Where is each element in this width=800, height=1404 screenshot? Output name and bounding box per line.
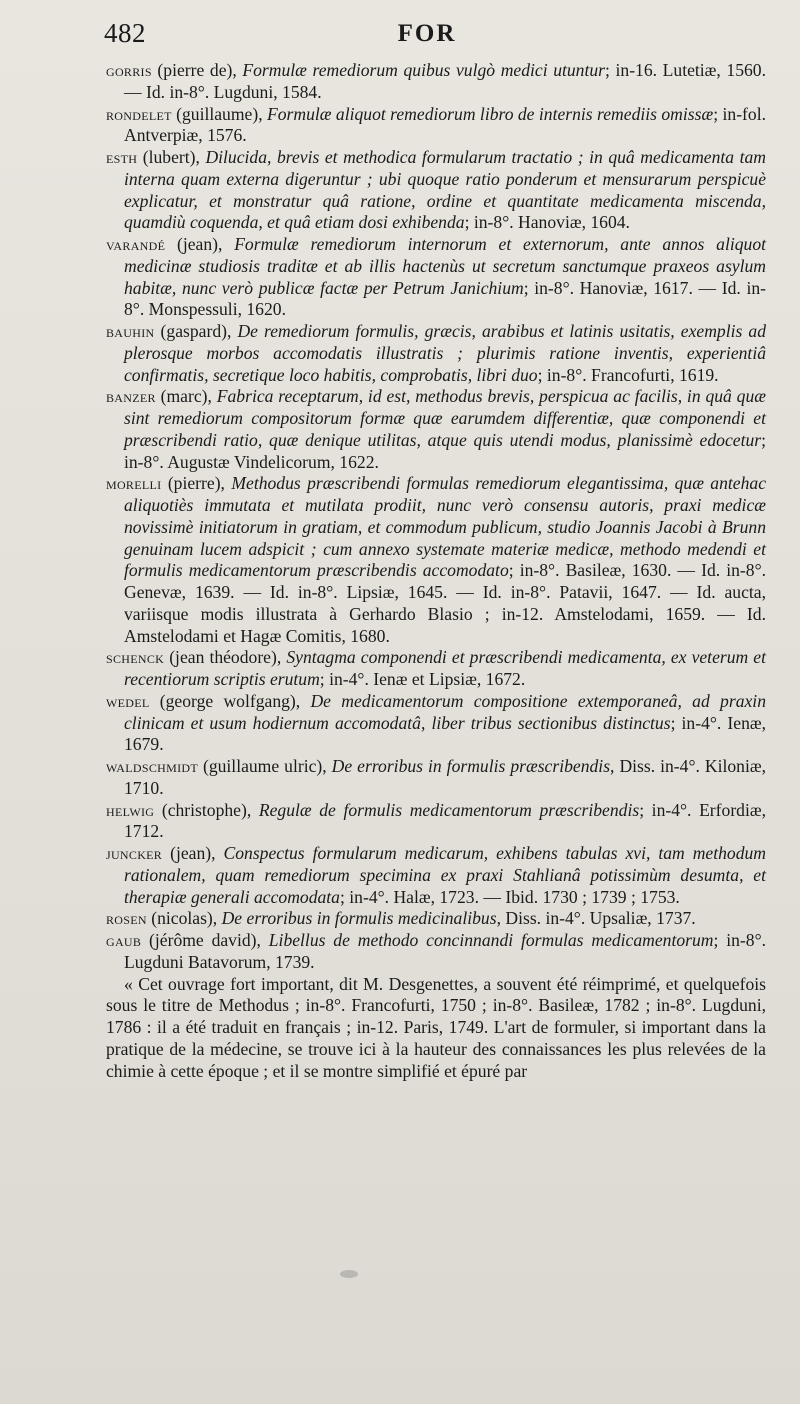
entry-author: bauhin [106,321,155,341]
entry-author: gorris [106,60,152,80]
entry-author: esth [106,147,138,167]
entry-title: De remediorum formulis, græcis, arabibus et latinis usitatis, exemplis ad plerosque morbos accomodatis illustratis ; plurimis ratione inventis, experientiâ confirmatis, secretique loco habitis, comprobatis, libri duo [124,321,766,385]
entry-author-names: (marc), [155,386,217,407]
entry-publication: ; in-16. Lutetiæ, 1560. — Id. in-8°. Lugduni, 1584. [124,60,766,102]
entry-title: De medicamentorum compositione extemporaneâ, ad praxin clinicam et usum hodiernum accomodatâ, liber tribus sectionibus distinctus [124,690,766,733]
bibliography-entry [106,60,766,104]
entry-title: Regulæ de formulis medicamentorum præscribendis [258,799,640,820]
bibliography-entry [106,843,766,908]
entry-publication: ; in-4°. Halæ, 1723. — Ibid. 1730 ; 1739 ; 1753. [339,886,680,907]
entry-author-names: (gaspard), [154,321,238,341]
bibliography-entry [106,691,766,756]
entry-author-names: (pierre), [161,473,232,494]
entry-title: Syntagma componendi et præscribendi medicamenta, ex veterum et recentiorum scriptis erutum [124,647,767,689]
running-head: FOR [397,20,457,47]
entry-author-names: (pierre de), [151,60,243,80]
bibliography-entry [106,930,766,974]
entry-publication: , Diss. in-4°. Kiloniæ, 1710. [124,756,766,798]
entry-publication: ; in-8°. Hanoviæ, 1617. — Id. in-8°. Monspessuli, 1620. [124,277,766,320]
entry-title: Libellus de methodo concinnandi formulas medicamentorum [268,930,714,950]
entry-author: wedel [106,690,150,711]
entry-title: Formulæ remediorum quibus vulgò medici utuntur [242,60,606,80]
entry-author: morelli [106,473,162,494]
entry-title: De erroribus in formulis medicinalibus [221,908,497,929]
bibliography-list [106,60,766,1082]
entry-author: waldschmidt [106,756,198,776]
entry-author-names: (jean), [165,234,235,254]
entry-publication: , Diss. in-4°. Upsaliæ, 1737. [496,908,696,929]
bibliography-entry [106,386,766,473]
entry-author-names: (george wolfgang), [149,690,311,711]
entry-publication: ; in-8°. Francofurti, 1619. [537,364,719,385]
entry-title: Fabrica receptarum, id est, methodus brevis, perspicua ac facilis, in quâ quæ sint remediorum compositorum formæ quæ earumdem differentiæ, quæ componendi et præscribendi ratio, quæ denique utilitas, atque quis utendi modus, planissimè edocetur [124,386,766,450]
entry-publication: ; in-8°. Lugduni Batavorum, 1739. [124,930,767,972]
bibliography-entry [106,908,766,930]
entry-author: schenck [106,647,165,668]
bibliography-entry [106,800,766,844]
entry-publication: ; in-8°. Basileæ, 1630. — Id. in-8°. Genevæ, 1639. — Id. in-8°. Lipsiæ, 1645. — Id. in-8°. Patavii, 1647. — Id. aucta, variisque modis illustrata à Gerhardo Blasio ; in-12. Amstelodami, 1659. — Id. Amstelodami et Hagæ Comitis, 1680. [124,560,767,646]
bibliography-entry [106,147,766,234]
entry-author: rondelet [106,103,172,124]
entry-title: Conspectus formularum medicarum, exhibens tabulas xvi, tam methodum rationalem, quam remediorum specimina ex praxi Stahlianâ potissimùm desumta, et therapiæ generali accomodata [124,843,766,907]
entry-title: Formulæ aliquot remediorum libro de internis remediis omissæ [267,103,714,124]
quotation-paragraph: « Cet ouvrage fort important, dit M. Desgenettes, a souvent été réimprimé, et quelquefois sous le titre de Methodus ; in-8°. Francofurti, 1750 ; in-8°. Basileæ, 1782 ; in-8°. Lugduni, 1786 : il a été traduit en français ; in-12. Paris, 1749. L'art de formuler, si important dans la pratique de la médecine, se trouve ici à la hauteur des connaissances les plus relevées de la chimie à cette époque ; et il se montre simplifié et épuré par [106,973,766,1081]
entry-publication: ; in-fol. Antverpiæ, 1576. [124,103,766,146]
entry-title: Methodus præscribendi formulas remediorum elegantissima, quæ antehac aliquotiès immutata et mutilata prodiit, nunc verò consensu autoris, praxi medicæ novissimè initiatorum in gratiam, et commodum publicum, studio Joannis Jacobi à Brunn genuinam lucem adspicit ; cum annexo systemate materiæ medicæ, methodo medendi et formulis medicamentorum præscribendis accomodato [124,473,767,581]
entry-title: Formulæ remediorum internorum et externorum, ante annos aliquot medicinæ studiosis traditæ et ab illis hactenùs ut secretum sanctumque praxeos asylum habitæ, nunc verò publicæ factæ per Petrum Janichium [124,234,767,298]
entry-publication: ; in-4°. Erfordiæ, 1712. [124,799,767,842]
entry-title: Dilucida, brevis et methodica formularum tractatio ; in quâ medicamenta tam interna quam externa digeruntur ; ubi quoque ratio ponderum et mensurarum perspicuè explicatur, et monstratur quâ ratione, ordine et quantitate medicamenta miscenda, quamdiù coquenda, et quâ etiam dosi exhibenda [124,147,766,233]
entry-author-names: (nicolas), [146,908,222,929]
entry-publication: ; in-8°. Augustæ Vindelicorum, 1622. [124,429,766,472]
page-header [104,18,750,54]
entry-publication: ; in-4°. Ienæ et Lipsiæ, 1672. [319,669,526,689]
page-number: 482 [104,18,146,48]
entry-author-names: (guillaume), [171,103,268,124]
entry-author-names: (guillaume ulric), [197,756,332,776]
entry-author: helwig [106,799,155,820]
entry-publication: ; in-4°. Ienæ, 1679. [124,712,766,755]
bibliography-entry [106,473,766,647]
entry-author: varandé [106,234,166,254]
bibliography-entry [106,104,766,148]
entry-author-names: (jérôme david), [141,930,269,950]
entry-author-names: (jean théodore), [164,647,287,668]
entry-author-names: (lubert), [137,147,206,167]
entry-author-names: (christophe), [154,799,259,820]
entry-author: juncker [106,843,163,863]
bibliography-entry [106,647,766,691]
bibliography-entry [106,321,766,386]
ink-smudge [340,1270,358,1278]
entry-title: De erroribus in formulis præscribendis [331,756,611,776]
entry-author-names: (jean), [162,843,224,863]
bibliography-entry [106,234,766,321]
entry-author: banzer [106,386,156,407]
entry-publication: ; in-8°. Hanoviæ, 1604. [464,212,630,233]
bibliography-entry [106,756,766,800]
entry-author: gaub [106,930,142,950]
entry-author: rosen [106,908,147,929]
